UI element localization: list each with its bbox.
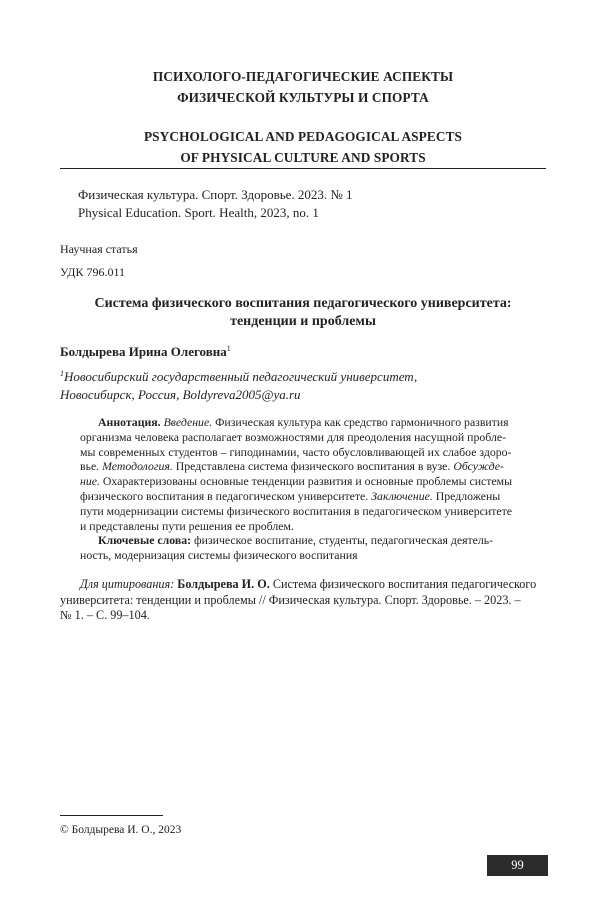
section-heading-ru-line1: ПСИХОЛОГО-ПЕДАГОГИЧЕСКИЕ АСПЕКТЫ	[152, 69, 454, 84]
udk-code: УДК 796.011	[60, 265, 126, 279]
keywords-label: Ключевые слова:	[98, 533, 192, 548]
abstract-line1: Физическая культура как средство гармоничного развития	[212, 415, 509, 429]
section-divider	[60, 168, 546, 169]
abstract-method-label: Методология.	[102, 459, 173, 474]
author-affiliation-mark: 1	[226, 344, 231, 353]
abstract-conclusion-label: Заключение.	[371, 488, 433, 503]
keywords-line1: физическое воспитание, студенты, педагогическая деятель-	[191, 533, 494, 548]
section-heading-en-line2: OF PHYSICAL CULTURE AND SPORTS	[180, 150, 426, 165]
abstract-line3: мы современных студентов – гиподинамии, часто обусловливающей их слабое здоро-	[80, 444, 512, 459]
author-name-text: Болдырева Ирина Олеговна	[60, 344, 227, 359]
abstract-line6-b: Предложены	[432, 488, 501, 503]
citation	[60, 577, 546, 624]
section-heading-ru-line2: ФИЗИЧЕСКОЙ КУЛЬТУРЫ И СПОРТА	[177, 90, 429, 105]
journal-reference-en: Physical Education. Sport. Health, 2023, no. 1	[78, 205, 319, 220]
citation-line2: университета: тенденции и проблемы // Физическая культура. Спорт. Здоровье. – 2023. –	[60, 592, 521, 607]
article-title-line2: тенденции и проблемы	[230, 314, 376, 329]
abstract-line6-a: физического воспитания в педагогическом университете.	[80, 488, 372, 503]
abstract	[80, 415, 526, 563]
article-title-line1: Система физического воспитания педагогического университета:	[94, 296, 512, 311]
section-heading-en-line1: PSYCHOLOGICAL AND PEDAGOGICAL ASPECTS	[143, 129, 463, 144]
affiliation-line1: Новосибирский государственный педагогический университет,	[64, 369, 418, 384]
abstract-discussion-label-b: ние.	[80, 474, 100, 489]
keywords-line2: ность, модернизация системы физического воспитания	[80, 548, 358, 563]
copyright-notice: © Болдырева И. О., 2023	[60, 824, 182, 836]
author-affiliation	[60, 365, 417, 404]
section-heading-en	[60, 126, 546, 168]
abstract-line4-b: Представлена система физического воспитания в вузе.	[172, 459, 454, 474]
page-number: 99	[487, 855, 548, 876]
abstract-line8: и представлены пути решения ее проблем.	[80, 518, 294, 533]
footnote-divider	[60, 815, 163, 816]
abstract-discussion-label-a: Обсужде-	[453, 459, 504, 474]
citation-label: Для цитирования:	[80, 577, 175, 591]
abstract-line2: организма человека располагает возможностями для преодоления насущной пробле-	[80, 429, 507, 444]
journal-reference	[78, 186, 353, 222]
abstract-label: Аннотация.	[98, 415, 161, 429]
affiliation-line2: Новосибирск, Россия, Boldyreva2005@ya.ru	[60, 387, 301, 402]
author-name	[60, 344, 231, 360]
abstract-line5: Охарактеризованы основные тенденции развития и основные проблемы системы	[99, 474, 513, 489]
abstract-line7: пути модернизации системы физического воспитания в педагогическом университете	[80, 503, 513, 518]
citation-line3: № 1. – С. 99–104.	[60, 608, 150, 622]
citation-author: Болдырева И. О.	[174, 577, 270, 591]
article-title	[60, 295, 546, 331]
journal-reference-ru: Физическая культура. Спорт. Здоровье. 2023. № 1	[78, 187, 353, 202]
abstract-intro-label: Введение.	[163, 415, 213, 429]
abstract-line4-a: вье.	[80, 459, 103, 474]
affiliation-mark: 1	[60, 369, 64, 378]
citation-line1: Система физического воспитания педагогического	[269, 577, 537, 591]
article-type: Научная статья	[60, 242, 138, 256]
section-heading-ru	[60, 66, 546, 108]
